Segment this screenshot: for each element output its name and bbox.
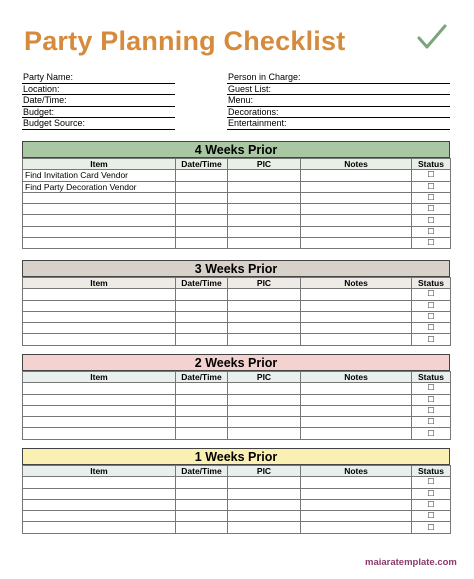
column-header-item: Item — [23, 278, 176, 289]
column-header-row — [23, 372, 451, 383]
pic-cell[interactable] — [228, 311, 301, 322]
date-time-cell[interactable] — [176, 394, 228, 405]
notes-cell[interactable] — [301, 181, 412, 192]
item-cell[interactable] — [23, 192, 176, 203]
section-header: 2 Weeks Prior — [22, 354, 450, 371]
entertainment-field[interactable]: Entertainment: — [227, 118, 450, 130]
notes-cell[interactable] — [301, 170, 412, 181]
status-checkbox[interactable]: ☐ — [412, 170, 451, 181]
date-time-cell[interactable] — [176, 289, 228, 300]
item-cell[interactable] — [23, 511, 176, 522]
column-header-status: Status — [412, 159, 451, 170]
party-info-left — [22, 72, 175, 130]
date-time-cell[interactable] — [176, 311, 228, 322]
date-time-cell[interactable] — [176, 181, 228, 192]
status-checkbox[interactable]: ☐ — [412, 394, 451, 405]
section-2-weeks — [22, 354, 450, 440]
status-checkbox[interactable]: ☐ — [412, 477, 451, 488]
status-checkbox[interactable]: ☐ — [412, 300, 451, 311]
column-header-pic: PIC — [228, 372, 301, 383]
location-field[interactable]: Location: — [22, 84, 175, 96]
date-time-field[interactable]: Date/Time: — [22, 95, 175, 107]
date-time-cell[interactable] — [176, 300, 228, 311]
status-checkbox[interactable]: ☐ — [412, 289, 451, 300]
item-cell[interactable] — [23, 522, 176, 533]
pic-cell[interactable] — [228, 522, 301, 533]
checkmark-icon — [416, 22, 448, 52]
section-header: 3 Weeks Prior — [22, 260, 450, 277]
party-info-right — [227, 72, 450, 130]
pic-cell[interactable] — [228, 323, 301, 334]
notes-cell[interactable] — [301, 417, 412, 428]
column-header-status: Status — [412, 278, 451, 289]
column-header-date-time: Date/Time — [176, 278, 228, 289]
status-checkbox[interactable]: ☐ — [412, 522, 451, 533]
column-header-notes: Notes — [301, 278, 412, 289]
item-cell[interactable] — [23, 405, 176, 416]
column-header-item: Item — [23, 372, 176, 383]
table-row — [23, 499, 451, 510]
column-header-date-time: Date/Time — [176, 466, 228, 477]
pic-cell[interactable] — [228, 383, 301, 394]
table-row — [23, 170, 451, 181]
table-row — [23, 477, 451, 488]
date-time-cell[interactable] — [176, 499, 228, 510]
column-header-item: Item — [23, 159, 176, 170]
item-cell[interactable] — [23, 226, 176, 237]
pic-cell[interactable] — [228, 204, 301, 215]
pic-cell[interactable] — [228, 181, 301, 192]
column-header-notes: Notes — [301, 466, 412, 477]
section-header: 1 Weeks Prior — [22, 448, 450, 465]
column-header-row — [23, 278, 451, 289]
section-1-weeks — [22, 448, 450, 534]
item-cell[interactable] — [23, 334, 176, 345]
notes-cell[interactable] — [301, 192, 412, 203]
notes-cell[interactable] — [301, 323, 412, 334]
pic-cell[interactable] — [228, 499, 301, 510]
notes-cell[interactable] — [301, 334, 412, 345]
table-row — [23, 204, 451, 215]
status-checkbox[interactable]: ☐ — [412, 334, 451, 345]
table-row — [23, 428, 451, 439]
table-row — [23, 181, 451, 192]
item-cell[interactable]: Find Party Decoration Vendor — [23, 181, 176, 192]
status-checkbox[interactable]: ☐ — [412, 417, 451, 428]
pic-cell[interactable] — [228, 300, 301, 311]
status-checkbox[interactable]: ☐ — [412, 238, 451, 249]
status-checkbox[interactable]: ☐ — [412, 405, 451, 416]
notes-cell[interactable] — [301, 405, 412, 416]
checklist-table — [22, 371, 451, 440]
item-cell[interactable] — [23, 215, 176, 226]
section-header: 4 Weeks Prior — [22, 141, 450, 158]
item-cell[interactable] — [23, 311, 176, 322]
decorations-field[interactable]: Decorations: — [227, 107, 450, 119]
item-cell[interactable] — [23, 300, 176, 311]
item-cell[interactable] — [23, 488, 176, 499]
item-cell[interactable] — [23, 323, 176, 334]
date-time-cell[interactable] — [176, 417, 228, 428]
item-cell[interactable] — [23, 499, 176, 510]
column-header-status: Status — [412, 372, 451, 383]
pic-cell[interactable] — [228, 417, 301, 428]
pic-cell[interactable] — [228, 477, 301, 488]
notes-cell[interactable] — [301, 477, 412, 488]
item-cell[interactable] — [23, 383, 176, 394]
date-time-cell[interactable] — [176, 204, 228, 215]
notes-cell[interactable] — [301, 394, 412, 405]
table-row — [23, 323, 451, 334]
pic-cell[interactable] — [228, 488, 301, 499]
pic-cell[interactable] — [228, 289, 301, 300]
person-in-charge-field[interactable]: Person in Charge: — [227, 72, 450, 84]
date-time-cell[interactable] — [176, 477, 228, 488]
item-cell[interactable] — [23, 417, 176, 428]
status-checkbox[interactable]: ☐ — [412, 311, 451, 322]
status-checkbox[interactable]: ☐ — [412, 488, 451, 499]
notes-cell[interactable] — [301, 204, 412, 215]
column-header-notes: Notes — [301, 159, 412, 170]
notes-cell[interactable] — [301, 226, 412, 237]
table-row — [23, 334, 451, 345]
checklist-table — [22, 158, 451, 249]
footer-brand: maiaratemplate.com — [365, 557, 457, 568]
pic-cell[interactable] — [228, 192, 301, 203]
status-checkbox[interactable]: ☐ — [412, 181, 451, 192]
table-row — [23, 522, 451, 533]
item-cell[interactable] — [23, 204, 176, 215]
item-cell[interactable] — [23, 477, 176, 488]
item-cell[interactable] — [23, 394, 176, 405]
column-header-date-time: Date/Time — [176, 372, 228, 383]
budget-field[interactable]: Budget: — [22, 107, 175, 119]
date-time-cell[interactable] — [176, 522, 228, 533]
date-time-cell[interactable] — [176, 428, 228, 439]
column-header-pic: PIC — [228, 159, 301, 170]
date-time-cell[interactable] — [176, 170, 228, 181]
notes-cell[interactable] — [301, 238, 412, 249]
notes-cell[interactable] — [301, 511, 412, 522]
checklist-table — [22, 277, 451, 346]
column-header-notes: Notes — [301, 372, 412, 383]
notes-cell[interactable] — [301, 428, 412, 439]
notes-cell[interactable] — [301, 215, 412, 226]
checklist-table — [22, 465, 451, 534]
table-row — [23, 417, 451, 428]
date-time-cell[interactable] — [176, 334, 228, 345]
section-3-weeks — [22, 260, 450, 346]
date-time-cell[interactable] — [176, 323, 228, 334]
date-time-cell[interactable] — [176, 511, 228, 522]
date-time-cell[interactable] — [176, 488, 228, 499]
table-row — [23, 238, 451, 249]
table-row — [23, 383, 451, 394]
menu-field[interactable]: Menu: — [227, 95, 450, 107]
date-time-cell[interactable] — [176, 226, 228, 237]
guest-list-field[interactable]: Guest List: — [227, 84, 450, 96]
budget-source-field[interactable]: Budget Source: — [22, 118, 175, 130]
pic-cell[interactable] — [228, 511, 301, 522]
status-checkbox[interactable]: ☐ — [412, 226, 451, 237]
item-cell[interactable] — [23, 238, 176, 249]
status-checkbox[interactable]: ☐ — [412, 511, 451, 522]
notes-cell[interactable] — [301, 499, 412, 510]
notes-cell[interactable] — [301, 522, 412, 533]
date-time-cell[interactable] — [176, 238, 228, 249]
column-header-pic: PIC — [228, 466, 301, 477]
date-time-cell[interactable] — [176, 215, 228, 226]
notes-cell[interactable] — [301, 488, 412, 499]
table-row — [23, 300, 451, 311]
item-cell[interactable] — [23, 428, 176, 439]
table-row — [23, 192, 451, 203]
date-time-cell[interactable] — [176, 192, 228, 203]
column-header-item: Item — [23, 466, 176, 477]
item-cell[interactable]: Find Invitation Card Vendor — [23, 170, 176, 181]
pic-cell[interactable] — [228, 226, 301, 237]
date-time-cell[interactable] — [176, 405, 228, 416]
table-row — [23, 215, 451, 226]
notes-cell[interactable] — [301, 300, 412, 311]
notes-cell[interactable] — [301, 289, 412, 300]
pic-cell[interactable] — [228, 405, 301, 416]
pic-cell[interactable] — [228, 238, 301, 249]
notes-cell[interactable] — [301, 383, 412, 394]
pic-cell[interactable] — [228, 215, 301, 226]
table-row — [23, 394, 451, 405]
column-header-row — [23, 466, 451, 477]
page-title: Party Planning Checklist — [24, 26, 346, 56]
table-row — [23, 405, 451, 416]
table-row — [23, 311, 451, 322]
table-row — [23, 511, 451, 522]
status-checkbox[interactable]: ☐ — [412, 192, 451, 203]
pic-cell[interactable] — [228, 170, 301, 181]
table-row — [23, 488, 451, 499]
table-row — [23, 226, 451, 237]
column-header-date-time: Date/Time — [176, 159, 228, 170]
section-4-weeks — [22, 141, 450, 249]
status-checkbox[interactable]: ☐ — [412, 215, 451, 226]
status-checkbox[interactable]: ☐ — [412, 428, 451, 439]
pic-cell[interactable] — [228, 334, 301, 345]
date-time-cell[interactable] — [176, 383, 228, 394]
notes-cell[interactable] — [301, 311, 412, 322]
party-name-field[interactable]: Party Name: — [22, 72, 175, 84]
status-checkbox[interactable]: ☐ — [412, 204, 451, 215]
status-checkbox[interactable]: ☐ — [412, 499, 451, 510]
status-checkbox[interactable]: ☐ — [412, 383, 451, 394]
column-header-row — [23, 159, 451, 170]
column-header-pic: PIC — [228, 278, 301, 289]
column-header-status: Status — [412, 466, 451, 477]
item-cell[interactable] — [23, 289, 176, 300]
status-checkbox[interactable]: ☐ — [412, 323, 451, 334]
pic-cell[interactable] — [228, 394, 301, 405]
pic-cell[interactable] — [228, 428, 301, 439]
table-row — [23, 289, 451, 300]
